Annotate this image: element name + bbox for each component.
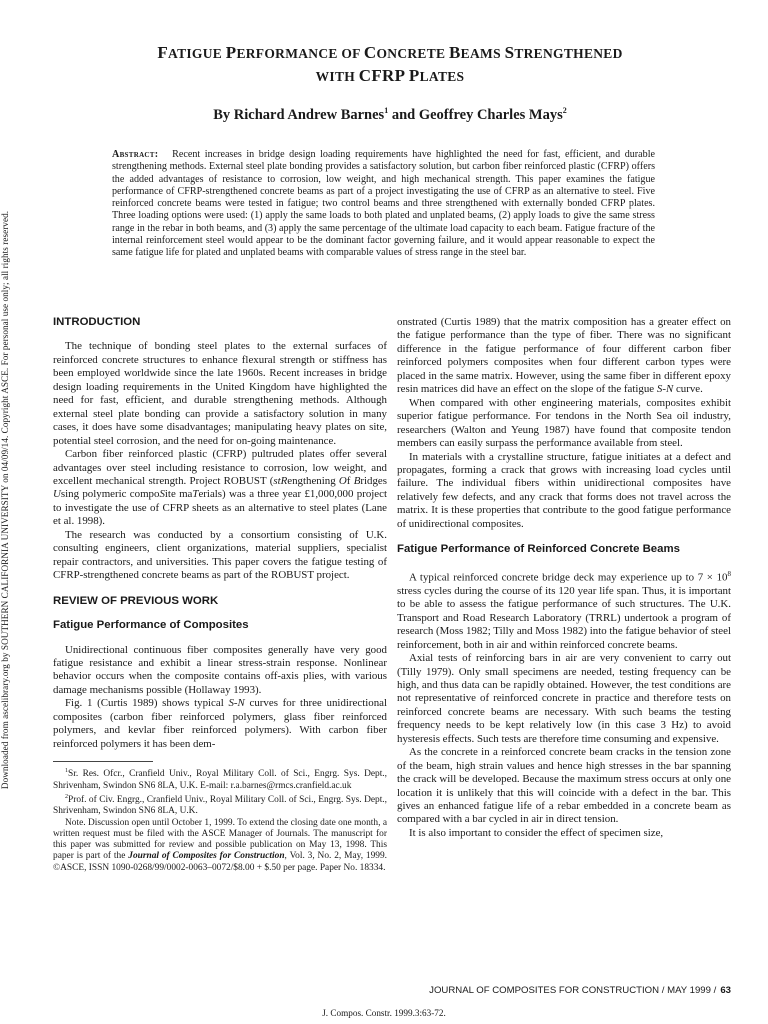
footnote-1: $^1$Sr. Res. Ofcr., Cranfield Univ., Royal Military Coll. of Sci., Engrg. Sys. Dept., Shrivenham, Swindon SN6 8LA, U.K. E-mail: r.a.barnes@rmcs.cranfield.ac.uk — [53, 768, 387, 791]
composites-paragraph-2: Fig. 1 (Curtis 1989) shows typical S-N curves for three unidirectional composites (carbon fiber reinforced polymers, glass fiber reinforced polymers, and kevlar fiber reinforced polymers). With carbon fiber reinforced polymers it has been dem- — [53, 697, 388, 750]
intro-paragraph-1: The technique of bonding steel plates to the external surfaces of reinforced concrete structures to enhance flexural strength or stiffness has been employed worldwide since the late 1960s. Recent increases in bridge design loading requirements in the United Kingdom have highlighted the need for fast, efficient, and durable strengthening methods. Although external steel plate bonding can provide a satisfactory solution in many cases, it does have some disadvantages; manipulating heavy plates on site, potential steel corrosion, and the need for on-going maintenance. — [53, 340, 387, 447]
title-line-1: FATIGUE PERFORMANCE OF CONCRETE BEAMS STRENGTHENED — [157, 43, 623, 62]
footnote-2: $^2$Prof. of Civ. Engrg., Cranfield Univ., Royal Military Coll. of Sci., Engrg. Sys. Dept., Shrivenham, Swindon SN6 8LA, U.K. — [53, 793, 387, 817]
title-line-2: WITH CFRP PLATES — [315, 66, 465, 85]
journal-footer-text: JOURNAL OF COMPOSITES FOR CONSTRUCTION / MAY 1999 / — [429, 984, 717, 996]
left-column — [53, 316, 387, 874]
intro-paragraph-2: Carbon fiber reinforced plastic (CFRP) pultruded plates offer several advantages over steel including resistance to corrosion, low weight, and excellent mechanical strength. Project ROBUST (stRengthening Of Bridges Using polymeric compoSite maTerials) was a three year £1,000,000 project to investigate the use of CFRP sheets as an alternative to steel plates (Lane et al. 1998). — [53, 448, 387, 528]
right-paragraph-1: onstrated (Curtis 1989) that the matrix composition has a greater effect on the fatigue performance than the type of fiber. There was no significant difference in the fatigue performance of four different carbon fiber reinforced polymers composites when four different carbon types were placed in the same matrix. However, using the same fiber in different epoxy resin matrices did have an effect on the slope of the fatigue S-N curve. — [397, 316, 731, 396]
download-notice — [0, 190, 12, 810]
right-paragraph-3: In materials with a crystalline structure, fatigue initiates at a defect and propagates, forming a crack that grows with increasing load cycles until failure. The individual fibers within unidirectional composites have relatively few defects, and any crack that forms does not travel across the matrix. It is these properties that contribute to the good fatigue performance of unidirectional composites. — [397, 450, 731, 530]
right-paragraph-5: Axial tests of reinforcing bars in air are very convenient to carry out (Tilly 1979). Only small specimens are needed, testing frequency can be high, and thus data can be rapidly obtained. However, the test conditions are not representative of reinforced concrete in practice and therefore tests on reinforced concrete beams are necessary. With such beams the testing frequency needs to be kept relatively low (in this case 3 Hz) to avoid hysteresis effects. Such tests are therefore time consuming and expensive. — [397, 652, 731, 745]
right-column — [397, 316, 731, 840]
paper-title — [60, 42, 720, 88]
introduction-heading: INTRODUCTION — [53, 316, 141, 328]
composites-paragraph-1: Unidirectional continuous fiber composites generally have very good fatigue resistance and exhibit a linear stress-strain response. Nonlinear behavior occurs when the composite contains off-axis plies, with various damage mechanisms possible (Hollaway 1993). — [53, 643, 387, 696]
beams-subheading: Fatigue Performance of Reinforced Concrete Beams — [397, 543, 680, 556]
right-paragraph-4: A typical reinforced concrete bridge deck may experience up to $7 \times 10^8$ stress cycles during the course of its 120 year life span. Thus, it is important to be able to assess the fatigue performance of such structures. The U.K. Transport and Road Research Laboratory (TRRL) undertook a program of research (Moss 1982; Tilly and Moss 1982) into the fatigue behavior of steel reinforcement, both in air and within reinforced concrete beams. — [397, 569, 731, 651]
footnote-divider — [53, 761, 153, 762]
intro-paragraph-3: The research was conducted by a consortium consisting of U.K. consulting engineers, client organizations, material suppliers, specialist repair contractors, and universities. This paper covers the fatigue testing of CFRP-strengthened concrete beams as part of the ROBUST project. — [53, 528, 387, 582]
citation-line: J. Compos. Constr. 1999.3:63-72. — [322, 1008, 446, 1018]
page-number: 63 — [720, 984, 731, 996]
footnote-note: Note. Discussion open until October 1, 1999. To extend the closing date one month, a written request must be filed with the ASCE Manager of Journals. The manuscript for this paper was submitted for review and possible publication on May 13, 1998. This paper is part of the Journal of Composites for Construction, Vol. 3, No. 2, May, 1999. ©ASCE, ISSN 1090-0268/99/0002-0063–0072/$8.00 + $.50 per page. Paper No. 18334. — [53, 817, 387, 873]
running-footer — [397, 982, 731, 998]
right-paragraph-6: As the concrete in a reinforced concrete beam cracks in the tension zone of the beam, high strain values and hence high stresses in the bar spanning the crack will be developed. Because the maximum stress occurs at only one location it is unlikely that this will coincide with a defect in the bar. This gives an enhanced fatigue life of a rebar embedded in a concrete beam as compared with a bar cycled in air in direct tension. — [397, 746, 731, 826]
abstract-text: Recent increases in bridge design loading requirements have highlighted the need for fast, efficient, and durable strengthening methods. External steel plate bonding provides a satisfactory solution, but carbon fiber reinforced plastic (CFRP) offers the added advantages of resistance to corrosion, low weight, and high mechanical strength. This paper examines the fatigue performance of CFRP-strengthened concrete beams as part of a project investigating the use of CFRP as an alternative to steel. Five reinforced concrete beams were tested in fatigue; two control beams and three strengthened with externally bonded CFRP plates. Three loading options were used: (1) apply the same loads to both plated and unplated beams, (2) apply loads to give the same stress range in the rebar in both beams, and (3) apply the same percentage of the ultimate load capacity to each beam. Fatigue fracture of the internal reinforcement steel would appear to be the dominant factor governing failure, and it would appear reasonable to expect the same fatigue life for plated and unplated beams with comparable values of stress range in the steel bar. — [112, 149, 655, 259]
abstract — [112, 149, 655, 260]
abstract-label: Abstract: — [112, 149, 159, 160]
review-heading: REVIEW OF PREVIOUS WORK — [53, 594, 219, 607]
right-paragraph-2: When compared with other engineering materials, composites exhibit superior fatigue performance. For tendons in the North Sea oil industry, researchers (Walton and Yeung 1987) have found that composite tendon members can easily surpass the performance available from steel. — [397, 396, 731, 450]
author-line: By Richard Andrew Barnes$^1$ and Geoffrey Charles Mays$^2$ — [213, 106, 567, 123]
composites-subheading: Fatigue Performance of Composites — [53, 619, 249, 632]
download-notice-text: Downloaded from ascelibrary.org by SOUTHERN CALIFORNIA UNIVERSITY on 04/09/14. Copyright ASCE. For personal use only; all rights reserved. — [0, 210, 10, 790]
right-paragraph-7: It is also important to consider the effect of specimen size, — [409, 826, 664, 839]
